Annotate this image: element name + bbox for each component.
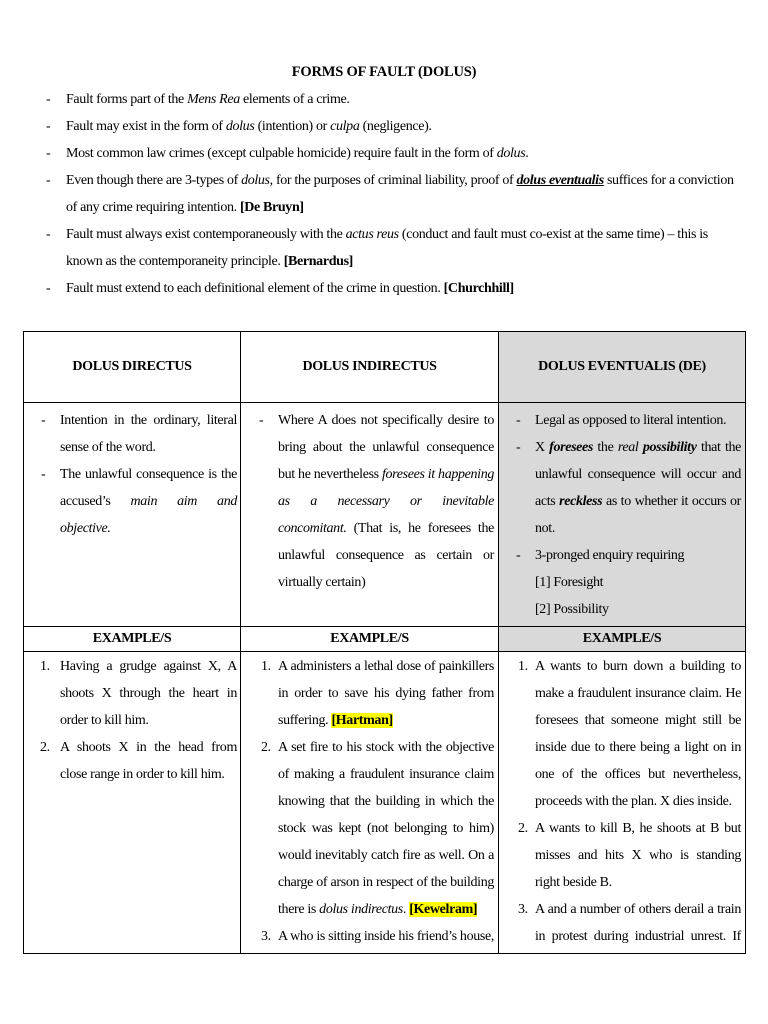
- text-run: elements of a crime.: [239, 92, 350, 107]
- intro-list: [46, 86, 746, 302]
- text-run: A and a number of others derail a train in protest during industrial unrest. If: [535, 902, 741, 944]
- prong-foresight: [1] Foresight: [535, 575, 604, 590]
- example-item: 1. A wants to burn down a building to make a fraudulent insurance claim. He foresees that someone might still be inside due to there being a light on in one of the offices but nevertheless, proceeds with the plan. X dies inside.: [518, 659, 741, 809]
- example-item: 2. A shoots X in the head from close range in order to kill him.: [40, 740, 237, 782]
- text-run: A wants to burn down a building to make a fraudulent insurance claim. He foresees that someone might still be inside due to there being a light on in one of the offices but nevertheless, proceeds with the plan. X dies inside.: [535, 659, 741, 809]
- text-run: Even though there are 3-types of: [66, 173, 242, 188]
- text-run: foresees it happening as a necessary or inevitable concomitant.: [278, 467, 494, 536]
- examples-row: [24, 652, 746, 954]
- text-run: dolus: [241, 173, 270, 188]
- definition-item: - The unlawful consequence is the accused’s main aim and objective.: [41, 467, 237, 536]
- text-run: culpa: [330, 119, 360, 134]
- text-run: foresees: [549, 440, 594, 455]
- example-item: 1. Having a grudge against X, A shoots X through the heart in order to kill him.: [40, 659, 237, 728]
- text-run: A administers a lethal dose of painkillers in order to save his dying father from suffering.: [278, 659, 494, 728]
- text-run: Intention in the ordinary, literal sense of the word.: [60, 413, 237, 455]
- intro-item: [46, 113, 746, 140]
- definition-item: - Legal as opposed to literal intention.: [516, 413, 727, 428]
- text-run: Where A does not specifically desire to bring about the unlawful consequence but he nevertheless: [278, 413, 494, 482]
- text-run: dolus eventualis: [516, 173, 604, 188]
- definition-indirectus-cell: [241, 403, 499, 627]
- dolus-comparison-table: [23, 331, 746, 954]
- bullet-dash: -: [46, 92, 51, 107]
- text-run: dolus indirectus: [319, 902, 403, 917]
- text-run: actus reus: [345, 227, 399, 242]
- text-run: A wants to kill B, he shoots at B but misses and hits X who is standing right beside B.: [535, 821, 741, 890]
- bullet-dash: -: [46, 227, 51, 242]
- text-run: The unlawful consequence is the accused’s: [60, 467, 237, 509]
- bullet-dash: -: [46, 119, 51, 134]
- text-run: [Kewelram]: [409, 902, 478, 917]
- example-item: 3. A and a number of others derail a train in protest during industrial unrest. If: [518, 896, 741, 953]
- header-dolus-directus: DOLUS DIRECTUS: [24, 332, 241, 403]
- intro-item: [46, 167, 746, 221]
- text-run: [Hartman]: [331, 713, 393, 728]
- text-run: , for the purposes of criminal liability, proof of: [269, 173, 517, 188]
- example-item: 3. A who is sitting inside his friend’s house,: [261, 923, 494, 953]
- text-run: A set fire to his stock with the objective of making a fraudulent insurance claim knowing that the building in which the stock was kept (not belonging to him) would inevitably catch fire as well. On a charge of arson in respect of the building there is: [278, 740, 494, 917]
- text-run: Fault may exist in the form of: [66, 119, 226, 134]
- examples-indirectus-cell: [241, 652, 499, 954]
- text-run: possibility: [642, 440, 697, 455]
- text-run: (That is, he foresees the unlawful consequence as certain or virtually certain): [278, 521, 494, 590]
- text-run: X: [535, 440, 550, 455]
- prong-possibility: [2] Possibility: [535, 602, 609, 617]
- bullet-dash: -: [46, 281, 51, 296]
- definition-directus-cell: [24, 403, 241, 627]
- definition-item: - Intention in the ordinary, literal sense of the word.: [41, 413, 237, 455]
- text-run: .: [525, 146, 529, 161]
- text-run: .: [402, 902, 410, 917]
- intro-item: [46, 140, 746, 167]
- text-run: reckless: [559, 494, 603, 509]
- bullet-dash: -: [46, 146, 51, 161]
- definition-eventualis-cell: [499, 403, 746, 627]
- examples-eventualis-cell: [499, 652, 746, 954]
- text-run: (conduct and fault must co-exist at the same time) – this is known as the contemporaneity principle.: [66, 227, 708, 269]
- text-run: main aim and objective.: [60, 494, 237, 536]
- example-item: 2. A wants to kill B, he shoots at B but misses and hits X who is standing right beside B.: [518, 821, 741, 890]
- examples-directus-cell: [24, 652, 241, 954]
- text-run: dolus: [496, 146, 526, 161]
- text-run: [Churchhill]: [443, 281, 514, 296]
- text-run: Fault must extend to each definitional element of the crime in question.: [66, 281, 444, 296]
- text-run: Most common law crimes (except culpable homicide) require fault in the form of: [66, 146, 497, 161]
- text-run: (negligence).: [359, 119, 432, 134]
- text-run: A who is sitting inside his friend’s house,: [278, 929, 494, 944]
- text-run: Fault must always exist contemporaneously with the: [66, 227, 346, 242]
- definition-item: - Where A does not specifically desire to bring about the unlawful consequence but he nevertheless foresees it happening as a necessary or inevitable concomitant. (That is, he foresees the unlawful consequence as certain or virtually certain): [259, 413, 494, 590]
- example-item: 1. A administers a lethal dose of painkillers in order to save his dying father from suffering. [Hartman]: [261, 659, 494, 728]
- text-run: that the unlawful consequence will occur and acts: [535, 440, 742, 509]
- text-run: [De Bruyn]: [239, 200, 304, 215]
- text-run: Having a grudge against X, A shoots X through the heart in order to kill him.: [60, 659, 237, 728]
- intro-item: [46, 221, 746, 275]
- intro-item: [46, 86, 746, 113]
- definition-item: - 3-pronged enquiry requiring: [516, 548, 685, 563]
- text-run: Legal as opposed to literal intention.: [535, 413, 727, 428]
- examples-label-eventualis: EXAMPLE/S: [499, 627, 746, 652]
- text-run: real: [617, 440, 639, 455]
- text-run: dolus: [225, 119, 255, 134]
- header-dolus-eventualis: DOLUS EVENTUALIS (DE): [499, 332, 746, 403]
- page-title: FORMS OF FAULT (DOLUS): [291, 64, 477, 80]
- header-dolus-indirectus: DOLUS INDIRECTUS: [241, 332, 499, 403]
- text-run: Fault forms part of the: [66, 92, 188, 107]
- examples-label-directus: EXAMPLE/S: [24, 627, 241, 652]
- example-item: 2. A set fire to his stock with the objective of making a fraudulent insurance claim knowing that the building in which the stock was kept (not belonging to him) would inevitably catch fire as well. On a charge of arson in respect of the building there is dolus indirectus. [Kewelram]: [261, 740, 494, 917]
- examples-label-indirectus: EXAMPLE/S: [241, 627, 499, 652]
- text-run: as to whether it occurs or not.: [535, 494, 741, 536]
- definition-row: [24, 403, 746, 627]
- text-run: 3-pronged enquiry requiring: [535, 548, 685, 563]
- text-run: the: [593, 440, 618, 455]
- text-run: Mens Rea: [187, 92, 240, 107]
- text-run: A shoots X in the head from close range in order to kill him.: [60, 740, 237, 782]
- definition-item: - X foresees the real possibility that the unlawful consequence will occur and acts reckless as to whether it occurs or not.: [516, 440, 742, 536]
- text-run: [Bernardus]: [283, 254, 353, 269]
- bullet-dash: -: [46, 173, 51, 188]
- text-run: suffices for a conviction of any crime requiring intention.: [66, 173, 734, 215]
- examples-header-row: [24, 627, 746, 652]
- table-header-row: [24, 332, 746, 403]
- intro-item: [46, 275, 746, 302]
- text-run: (intention) or: [254, 119, 331, 134]
